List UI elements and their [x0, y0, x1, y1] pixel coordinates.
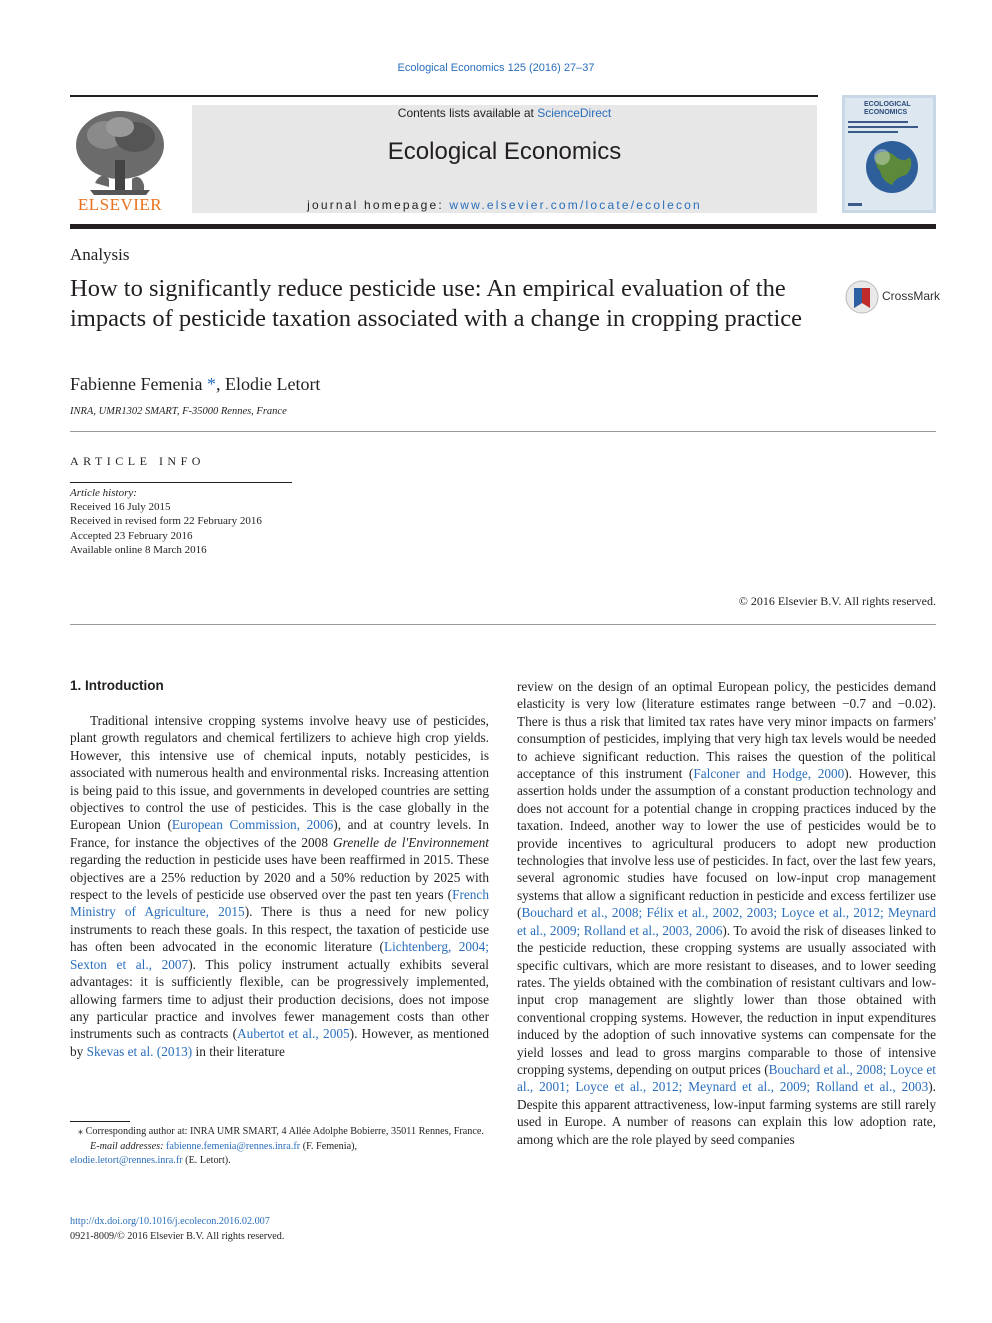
body-column-right — [517, 678, 936, 1148]
contents-line — [192, 106, 817, 120]
history-online: Available online 8 March 2016 — [70, 543, 207, 556]
author-separator: , — [215, 374, 225, 394]
copyright-notice: © 2016 Elsevier B.V. All rights reserved. — [738, 594, 936, 608]
email-femenia-link[interactable]: fabienne.femenia@rennes.inra.fr — [166, 1140, 301, 1152]
introduction-heading: 1. Introduction — [70, 678, 164, 693]
ref-output-prices[interactable]: Bouchard et al., 2008; Loyce et al., 2001; Loyce et al., 2012; Meynard et al., 2009; Rolland et al., 2003 — [517, 1061, 936, 1095]
corresponding-footnote — [70, 1125, 489, 1140]
doi-block — [70, 1215, 284, 1244]
email-letort-name: (E. Letort). — [182, 1155, 231, 1166]
journal-name: Ecological Economics — [387, 138, 622, 165]
doi-link[interactable]: http://dx.doi.org/10.1016/j.ecolecon.2016.02.007 — [70, 1216, 270, 1227]
history-received: Received 16 July 2015 — [70, 501, 171, 514]
homepage-prefix: journal homepage: — [307, 198, 450, 212]
email-footnote — [70, 1140, 489, 1155]
journal-homepage — [192, 198, 817, 212]
ref-french-ministry[interactable]: French Ministry of Agriculture, 2015 — [70, 887, 489, 920]
divider-rule — [70, 431, 936, 432]
history-accepted: Accepted 23 February 2016 — [70, 529, 193, 542]
intro-paragraph-1 — [70, 712, 489, 1060]
intro-paragraph-1-cont — [517, 678, 936, 1148]
footnote-block — [70, 1125, 489, 1169]
affiliation: INRA, UMR1302 SMART, F-35000 Rennes, France — [70, 406, 287, 417]
author-list — [70, 374, 320, 395]
corresponding-text: Corresponding author at: INRA UMR SMART, 4 Allée Adolphe Bobierre, 35011 Rennes, France. — [83, 1126, 484, 1137]
text-run: ), and at country levels. In France, for instance the objectives of the 2008 — [70, 817, 489, 850]
text-run: ). This policy instrument actually exhibits several advantages: it is sufficiently flexible, can be progressively implemented, allowing farmers time to adjust their production decisions, does not impose any particular practice and involves fewer management costs than other instruments such as contracts ( — [70, 956, 489, 1042]
text-run: review on the design of an optimal European policy, the pesticides demand elasticity is very low (literature estimates range between −0.7 and −0.02). There is thus a risk that limited tax rates have very minor impacts on farmers' consumption of pesticides, implying that very high tax levels would be needed to achieve significant reduction. This raises the question of the political acceptance of this instrument ( — [517, 679, 936, 782]
text-run: ). However, as mentioned by — [70, 1026, 489, 1059]
divider-rule-2 — [70, 624, 936, 625]
corresponding-author-mark[interactable]: * — [206, 374, 216, 394]
author-letort[interactable]: Elodie Letort — [224, 374, 321, 394]
header-thick-rule — [70, 224, 936, 229]
header-top-rule — [70, 95, 818, 97]
body-column-left — [70, 712, 489, 1060]
history-revised: Received in revised form 22 February 2016 — [70, 515, 262, 528]
crossmark-badge[interactable] — [845, 280, 940, 315]
cover-title: ECOLOGICAL ECONOMICS — [864, 101, 911, 116]
text-run: ). To avoid the risk of diseases linked to the pesticide reduction, these cropping systems are usually associated with specific cultivars, which are more resistant to diseases, and to lower seeding rates. The yields obtained with the combination of resistant cultivars and low-input crop management are slightly lower than those obtained with conventional cropping systems. However, the reduction in input expenditures induced by the adoption of such innovative systems can compensate for the yield losses and lead to gross margins comparable to those of intensive cropping systems, depending on output prices ( — [517, 922, 937, 1077]
crossmark-icon — [845, 280, 879, 314]
text-run: Traditional intensive cropping systems involve heavy use of pesticides, plant growth regulators and chemical fertilizers to achieve high crop yields. However, this intensive use of chemical inputs, notably pesticides, is associated with numerous health and environmental risks. Increasing attention is being paid to this issue, and governments in developed countries are setting objectives to control the use of pesticides. This is the case globally in the European Union ( — [70, 713, 489, 833]
grenelle-italic: Grenelle de l'Environnement — [333, 834, 490, 850]
text-run: regarding the reduction in pesticide uses have been reaffirmed in 2015. These objectives are a 25% reduction by 2020 and a 50% reduction by 2025 with respect to the levels of pesticide use observed over the past ten years ( — [70, 852, 489, 903]
ref-agronomic-studies[interactable]: Bouchard et al., 2008; Félix et al., 2002, 2003; Loyce et al., 2012; Meynard et al., 2009; Rolland et al., 2003, 2006 — [517, 905, 936, 938]
author-femenia[interactable]: Fabienne Femenia — [70, 374, 203, 394]
email-femenia-name: (F. Femenia), — [300, 1140, 358, 1152]
email-letort-link[interactable]: elodie.letort@rennes.inra.fr — [70, 1155, 183, 1166]
text-run: ). There is thus a need for new policy instruments to reach these goals. In this respect, the taxation of pesticide use has often been advocated in the economic literature ( — [70, 904, 489, 955]
footnote-rule — [70, 1121, 130, 1122]
ref-european-commission[interactable]: European Commission, 2006 — [171, 817, 334, 833]
text-run: ). However, this assertion holds under the assumption of a constant production technology and does not account for a potential change in cropping practices induced by the taxation. Indeed, another way to lower the use of pesticides would be to provide incentives to agricultural producers to adopt new production technologies that involve less use of pesticides. In fact, over the last few years, several agronomic studies have focused on low-input crop management systems that allow a significant reduction in pesticide and excess fertilizer use ( — [517, 766, 937, 921]
text-run: ). Despite this apparent attractiveness, low-input farming systems are still rarely used in Europe. A number of reasons can explain this low adoption rate, among which are the role played by seed companies — [517, 1079, 936, 1147]
article-history — [70, 486, 262, 557]
email-footnote-2 — [70, 1154, 489, 1169]
journal-citation[interactable]: Ecological Economics 125 (2016) 27–37 — [397, 62, 595, 74]
article-section: Analysis — [70, 245, 130, 264]
ref-skevas[interactable]: Skevas et al. (2013) — [86, 1043, 193, 1059]
ref-falconer-hodge[interactable]: Falconer and Hodge, 2000 — [693, 766, 845, 782]
sciencedirect-link[interactable]: ScienceDirect — [537, 106, 612, 120]
issn-line: 0921-8009/© 2016 Elsevier B.V. All rights reserved. — [70, 1230, 285, 1242]
ref-aubertot[interactable]: Aubertot et al., 2005 — [237, 1026, 350, 1042]
elsevier-logo — [70, 105, 170, 215]
elsevier-wordmark: ELSEVIER — [77, 195, 163, 214]
text-run: in their literature — [192, 1043, 285, 1059]
email-label: E-mail addresses: — [90, 1140, 167, 1152]
footnote-star: ⁎ — [78, 1126, 84, 1137]
crossmark-label: CrossMark — [882, 289, 941, 303]
journal-cover — [842, 95, 936, 213]
article-info-rule — [70, 482, 292, 483]
article-info-heading: ARTICLE INFO — [70, 454, 205, 468]
article-title: How to significantly reduce pesticide use: An empirical evaluation of the impacts of pesticide taxation associated with a change in cropping practice — [70, 275, 803, 332]
homepage-link[interactable]: www.elsevier.com/locate/ecolecon — [449, 198, 702, 212]
history-label: Article history: — [70, 487, 137, 499]
contents-prefix: Contents lists available at — [397, 106, 538, 120]
ref-lichtenberg-sexton[interactable]: Lichtenberg, 2004; Sexton et al., 2007 — [70, 939, 490, 972]
